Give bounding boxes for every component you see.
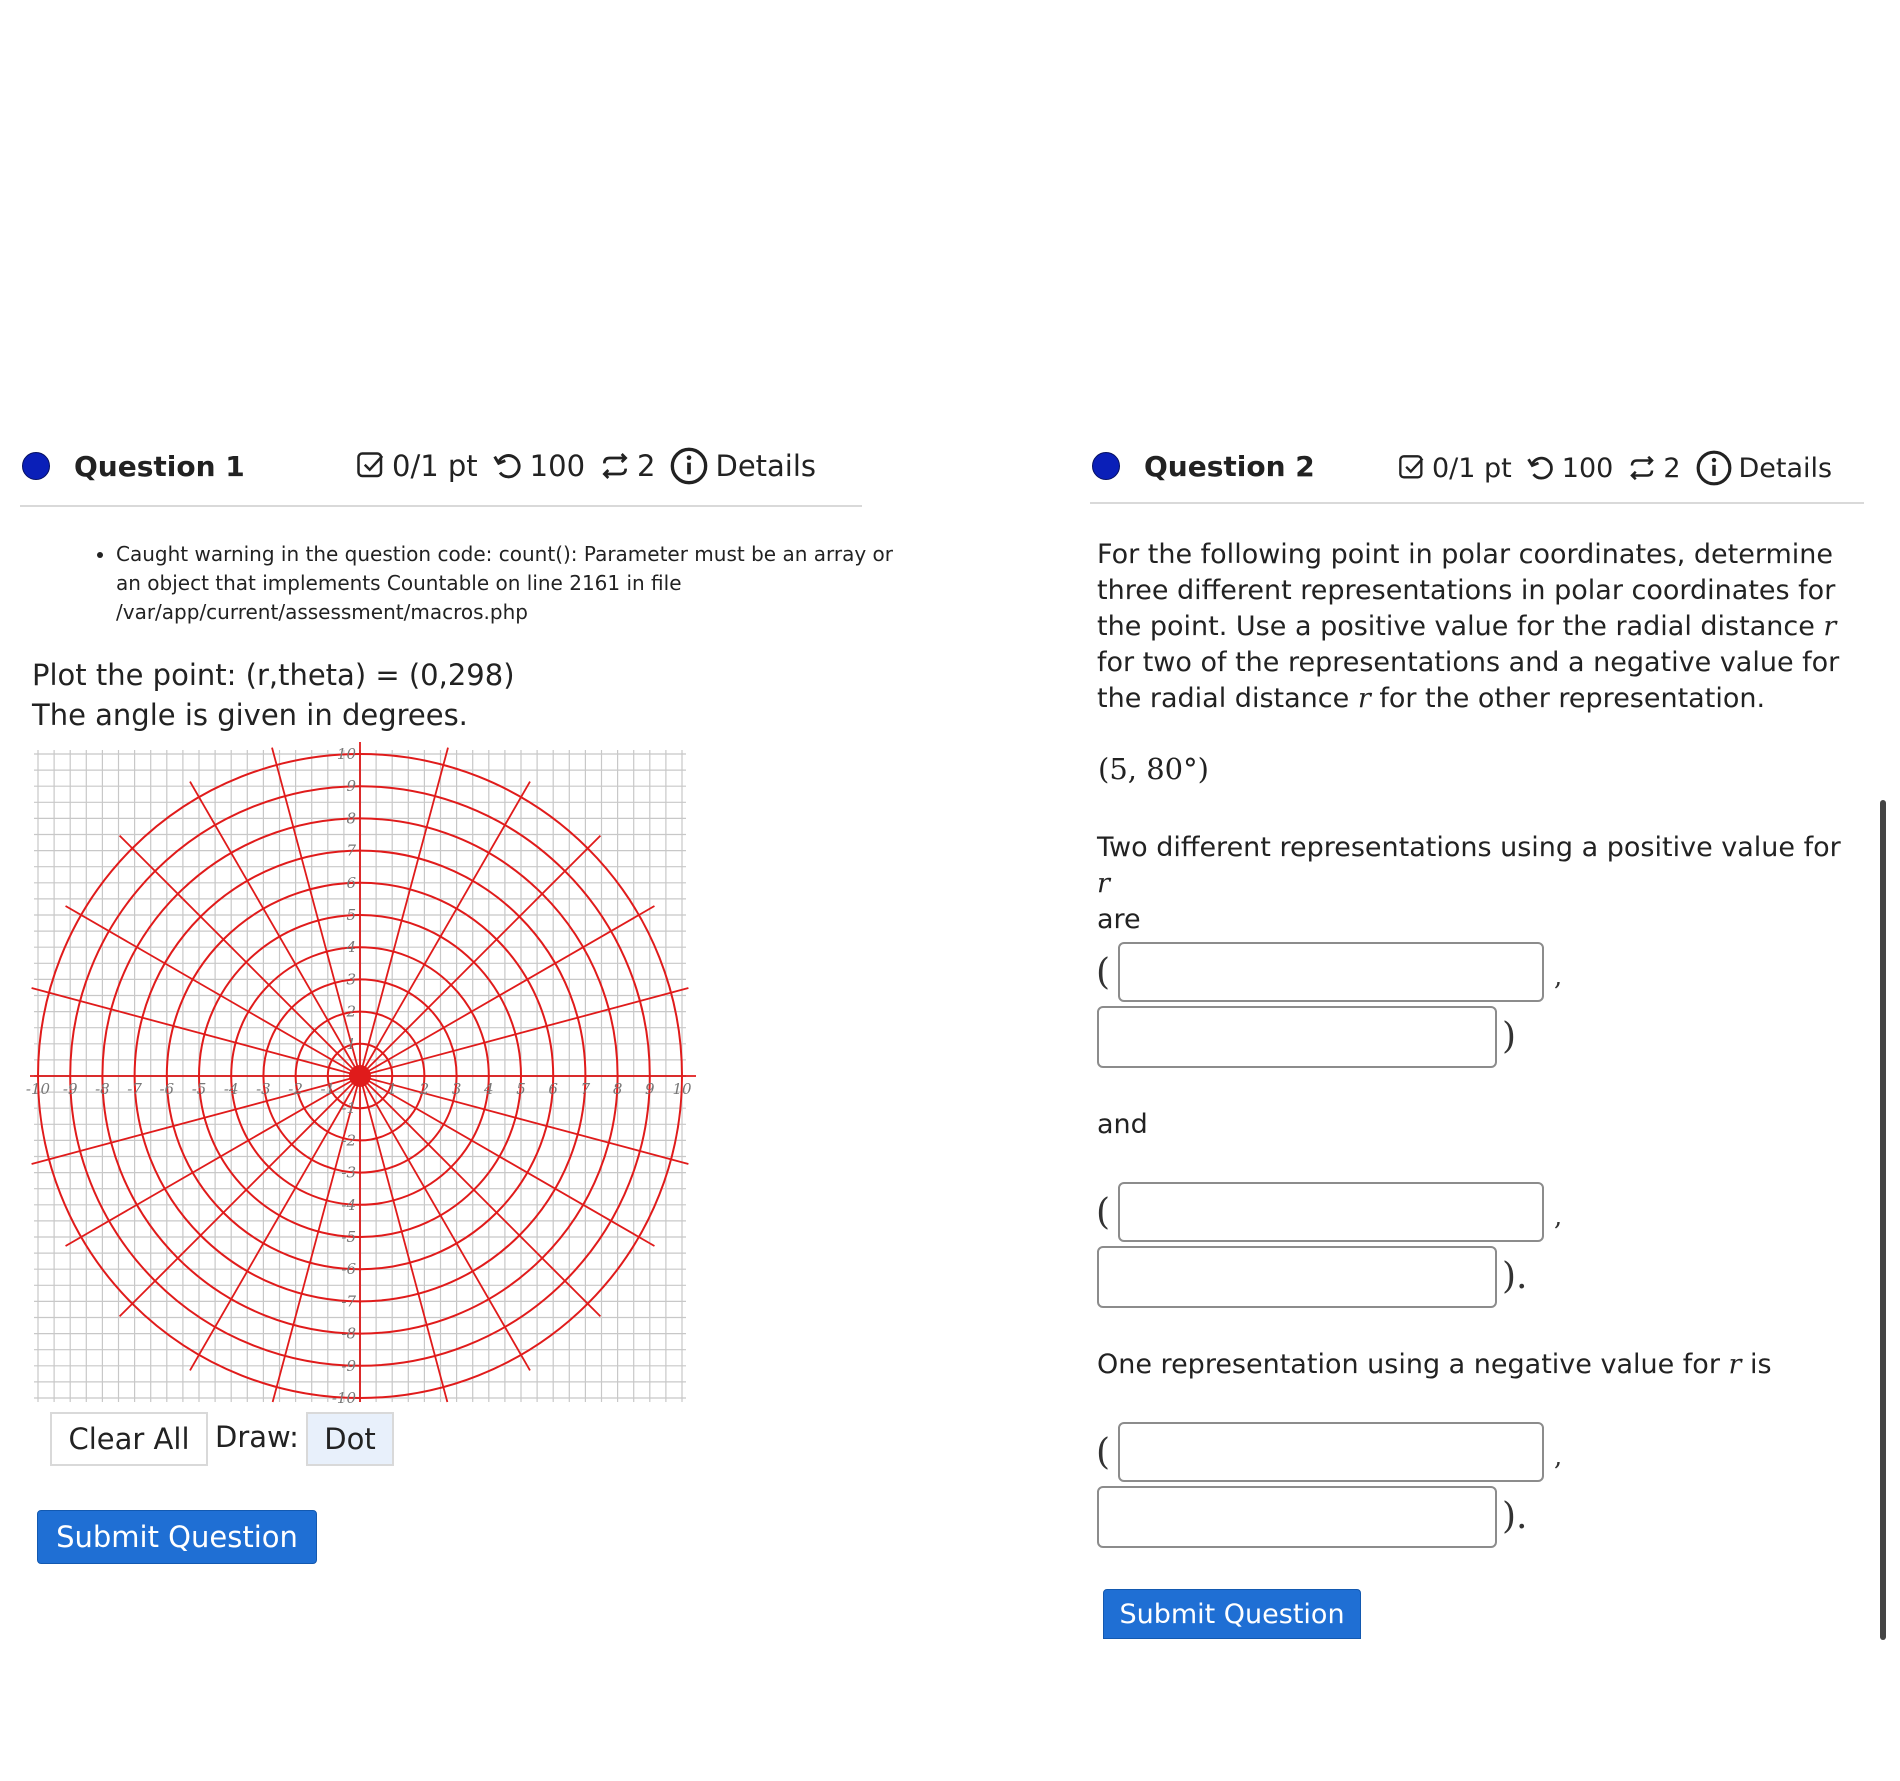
draw-dot-label: Dot <box>324 1422 376 1456</box>
polar-ray <box>360 748 448 1076</box>
x-tick-label: -9 <box>62 1080 78 1098</box>
x-tick-label: -10 <box>25 1080 51 1098</box>
q2-submit-button[interactable] <box>1103 1589 1361 1639</box>
q1-attempts <box>599 449 655 483</box>
x-tick-label: 2 <box>419 1080 430 1098</box>
y-tick-label: -6 <box>341 1260 356 1279</box>
q2-attempts <box>1627 453 1680 484</box>
y-tick-label: -4 <box>341 1195 356 1214</box>
y-tick-label: 1 <box>346 1034 356 1053</box>
rep1-theta-input[interactable] <box>1097 1006 1497 1068</box>
q1-warning-item: • Caught warning in the question code: count(): Parameter must be an array or an object that implements Countable on line 2161 in file /var/app/current/assessment/macros.php <box>116 540 916 627</box>
q2-point: (5, 80°) <box>1098 752 1209 786</box>
comma: , <box>1554 1202 1563 1232</box>
y-tick-label: -1 <box>341 1099 356 1118</box>
y-tick-label: 3 <box>346 970 356 989</box>
checkbox-icon <box>1398 454 1426 482</box>
y-tick-label: -10 <box>331 1389 356 1407</box>
repeat-icon <box>599 450 631 482</box>
q1-warning <box>68 540 916 627</box>
q1-score-text: 0/1 pt <box>392 449 478 483</box>
r-variable: r <box>1357 683 1371 714</box>
rep1-r-input[interactable] <box>1118 942 1544 1002</box>
q1-details-link[interactable] <box>669 446 816 486</box>
x-tick-label: 3 <box>451 1080 462 1098</box>
q2-negative-prompt-a: One representation using a negative value for <box>1097 1349 1729 1380</box>
polar-ray <box>360 988 688 1076</box>
close-paren-period: ). <box>1502 1496 1528 1537</box>
polar-ray <box>120 836 360 1076</box>
repeat-icon <box>1627 453 1657 483</box>
q2-retries <box>1526 453 1614 484</box>
y-tick-label: -2 <box>341 1131 356 1150</box>
q1-title: Question 1 <box>74 449 245 483</box>
q1-prompt-line2: The angle is given in degrees. <box>32 698 468 732</box>
q2-intro-part1: For the following point in polar coordinates, determine three different representations in polar coordinates for the point. Use a positive value for the radial distance <box>1097 539 1836 642</box>
x-tick-label: -8 <box>95 1080 110 1098</box>
q1-attempts-text: 2 <box>637 449 656 483</box>
y-tick-label: 9 <box>346 777 356 796</box>
r-variable: r <box>1823 611 1837 642</box>
x-tick-label: 6 <box>548 1080 558 1098</box>
checkbox-icon <box>356 451 386 481</box>
y-tick-label: 7 <box>346 841 356 860</box>
clear-all-button[interactable] <box>50 1412 208 1466</box>
close-paren: ) <box>1502 1016 1517 1057</box>
rep3-r-input[interactable] <box>1118 1422 1544 1482</box>
r-variable: r <box>1097 868 1110 899</box>
q2-divider <box>1090 502 1864 504</box>
q1-retries-text: 100 <box>529 449 586 483</box>
q1-submit-label: Submit Question <box>56 1520 298 1554</box>
polar-ray <box>360 836 600 1076</box>
q2-attempts-text: 2 <box>1663 452 1681 484</box>
open-paren: ( <box>1096 1192 1111 1233</box>
x-tick-label: 9 <box>645 1080 655 1098</box>
q1-score <box>356 449 478 483</box>
info-icon <box>669 446 709 486</box>
polar-ray <box>360 1076 447 1402</box>
and-label: and <box>1097 1109 1148 1140</box>
scrollbar[interactable] <box>1880 800 1886 1640</box>
x-tick-label: -1 <box>320 1080 336 1098</box>
open-paren: ( <box>1096 1432 1111 1473</box>
q2-score <box>1398 453 1512 484</box>
q2-title: Question 2 <box>1144 449 1315 483</box>
y-tick-label: 5 <box>346 906 356 924</box>
y-tick-label: 6 <box>346 873 356 892</box>
q2-details-link[interactable] <box>1695 449 1833 487</box>
rep3-theta-input[interactable] <box>1097 1486 1497 1548</box>
q2-meta <box>1398 444 1846 492</box>
q2-negative-prompt-b: is <box>1741 1349 1772 1380</box>
x-tick-label: -4 <box>223 1080 239 1098</box>
info-icon <box>1695 449 1733 487</box>
q2-positive-prompt-b: are <box>1097 904 1141 935</box>
x-tick-label: -3 <box>256 1080 271 1098</box>
comma: , <box>1554 1442 1563 1472</box>
x-tick-label: -5 <box>191 1080 207 1098</box>
q2-retries-text: 100 <box>1561 452 1614 484</box>
y-tick-label: -3 <box>341 1163 356 1182</box>
q2-positive-prompt <box>1097 830 1857 938</box>
y-tick-label: 8 <box>346 809 356 828</box>
x-tick-label: 5 <box>516 1080 526 1098</box>
y-tick-label: -9 <box>341 1356 356 1375</box>
q2-intro <box>1097 537 1867 717</box>
x-tick-label: 10 <box>672 1080 692 1098</box>
y-tick-label: -5 <box>341 1228 356 1246</box>
clear-all-label: Clear All <box>68 1422 190 1456</box>
x-tick-label: 4 <box>484 1080 494 1098</box>
y-tick-label: -8 <box>341 1324 356 1343</box>
rep2-theta-input[interactable] <box>1097 1246 1497 1308</box>
x-tick-label: -6 <box>159 1080 175 1098</box>
y-tick-label: -7 <box>341 1292 356 1311</box>
comma: , <box>1554 962 1563 992</box>
x-tick-label: 7 <box>580 1080 591 1098</box>
undo-icon <box>1526 453 1556 483</box>
q2-positive-prompt-a: Two different representations using a positive value for <box>1097 832 1841 863</box>
q1-prompt-line1: Plot the point: (r,theta) = (0,298) <box>32 658 515 692</box>
q1-submit-button[interactable] <box>37 1510 317 1564</box>
q1-polar-graph[interactable] <box>25 742 696 1407</box>
x-tick-label: 1 <box>387 1080 397 1098</box>
q1-prompt <box>32 655 852 735</box>
x-tick-label: -2 <box>288 1080 303 1098</box>
q2-intro-part3: for two of the representations and a negative value for the radial distance <box>1097 647 1840 714</box>
rep2-r-input[interactable] <box>1118 1182 1544 1242</box>
q2-status-dot <box>1092 452 1120 480</box>
y-tick-label: 10 <box>336 745 356 763</box>
origin-marker <box>349 1065 371 1087</box>
open-paren: ( <box>1096 952 1111 993</box>
q2-negative-prompt <box>1097 1347 1857 1383</box>
q1-meta <box>356 442 830 490</box>
draw-label: Draw: <box>215 1420 299 1454</box>
q2-details-text: Details <box>1738 452 1833 484</box>
x-tick-label: 8 <box>612 1080 623 1098</box>
q1-divider <box>20 505 862 507</box>
polar-ray <box>120 1076 360 1316</box>
x-tick-label: -7 <box>127 1080 142 1098</box>
draw-dot-button[interactable] <box>306 1412 394 1466</box>
q2-score-text: 0/1 pt <box>1432 452 1512 484</box>
undo-icon <box>492 450 524 482</box>
q1-retries <box>492 449 585 483</box>
polar-ray <box>360 1076 600 1316</box>
q2-submit-label: Submit Question <box>1119 1598 1345 1630</box>
y-tick-label: 4 <box>346 938 356 957</box>
q2-intro-part5: for the other representation. <box>1370 683 1766 714</box>
y-tick-label: 2 <box>346 1002 356 1021</box>
close-paren-period: ). <box>1502 1256 1528 1297</box>
r-variable: r <box>1728 1349 1742 1380</box>
q1-details-text: Details <box>715 449 817 483</box>
polar-ray <box>32 988 360 1076</box>
q1-status-dot <box>22 452 50 480</box>
